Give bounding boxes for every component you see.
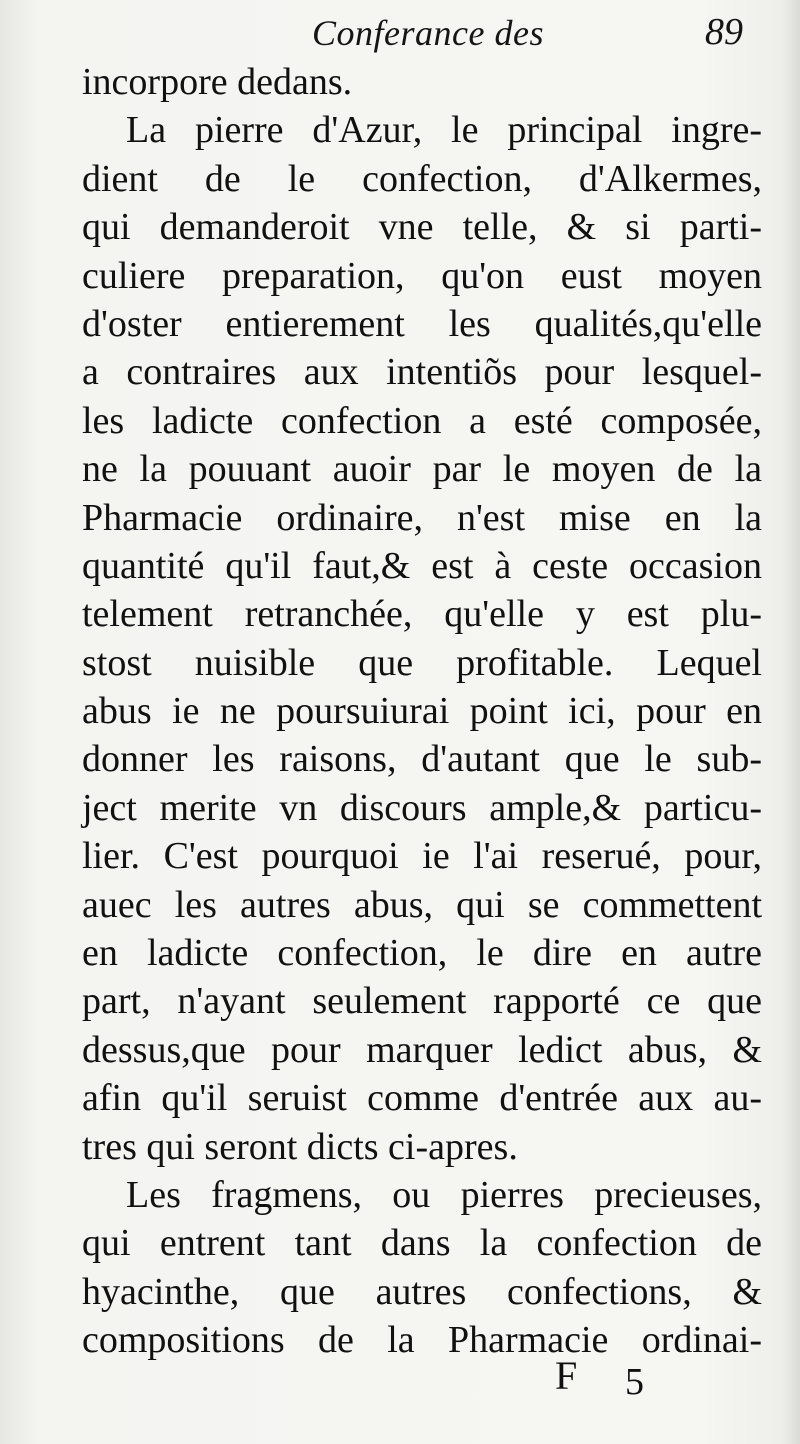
text-line: incorpore dedans. [82, 61, 353, 103]
text-line: abus ie ne poursuiurai point ici, pour en [82, 690, 762, 733]
text-line: donner les raisons, d'autant que le sub- [82, 738, 762, 781]
text-line: stost nuisible que profitable. Lequel [82, 641, 762, 684]
text-line: les ladicte confection a esté composée, [82, 399, 762, 442]
text-line: quantité qu'il faut,& est à ceste occasion [82, 544, 762, 587]
signature-number: 5 [625, 1361, 644, 1403]
text-line: qui demanderoit vne telle, & si parti- [82, 206, 762, 249]
signature-letter: F [555, 1353, 578, 1398]
text-line: dessus,que pour marquer ledict abus, & [82, 1028, 762, 1071]
text-line: dient de le confection, d'Alkermes, [82, 157, 762, 200]
text-line: d'oster entierement les qualités,qu'elle [82, 302, 762, 345]
text-line: ne la pouuant auoir par le moyen de la [82, 448, 762, 491]
text-line: Les fragmens, ou pierres precieuses, [126, 1173, 762, 1216]
page-number: 89 [705, 11, 743, 53]
text-line: en ladicte confection, le dire en autre [82, 932, 762, 975]
text-line: Pharmacie ordinaire, n'est mise en la [82, 496, 762, 539]
text-line: part, n'ayant seulement rapporté ce que [82, 980, 762, 1023]
running-title: Conferance des [312, 13, 544, 53]
text-line: a contraires aux intentiõs pour lesquel- [82, 351, 762, 394]
body-text [82, 58, 762, 1365]
text-line: La pierre d'Azur, le principal ingre- [126, 109, 762, 152]
text-line: telement retranchée, qu'elle y est plu- [82, 593, 762, 636]
text-line: qui entrent tant dans la confection de [82, 1222, 762, 1265]
text-line: lier. C'est pourquoi ie l'ai reserué, pour, [82, 835, 762, 878]
text-line: hyacinthe, que autres confections, & [82, 1270, 762, 1313]
text-line: auec les autres abus, qui se commettent [82, 883, 762, 926]
text-line: ject merite vn discours ample,& particu- [82, 786, 762, 829]
text-line: afin qu'il seruist comme d'entrée aux au- [82, 1077, 762, 1120]
text-line: compositions de la Pharmacie ordinai- [82, 1319, 762, 1362]
text-line: culiere preparation, qu'on eust moyen [82, 254, 762, 297]
text-line: tres qui seront dicts ci-apres. [82, 1125, 518, 1168]
signature-mark [0, 1352, 800, 1412]
running-head [0, 10, 800, 60]
